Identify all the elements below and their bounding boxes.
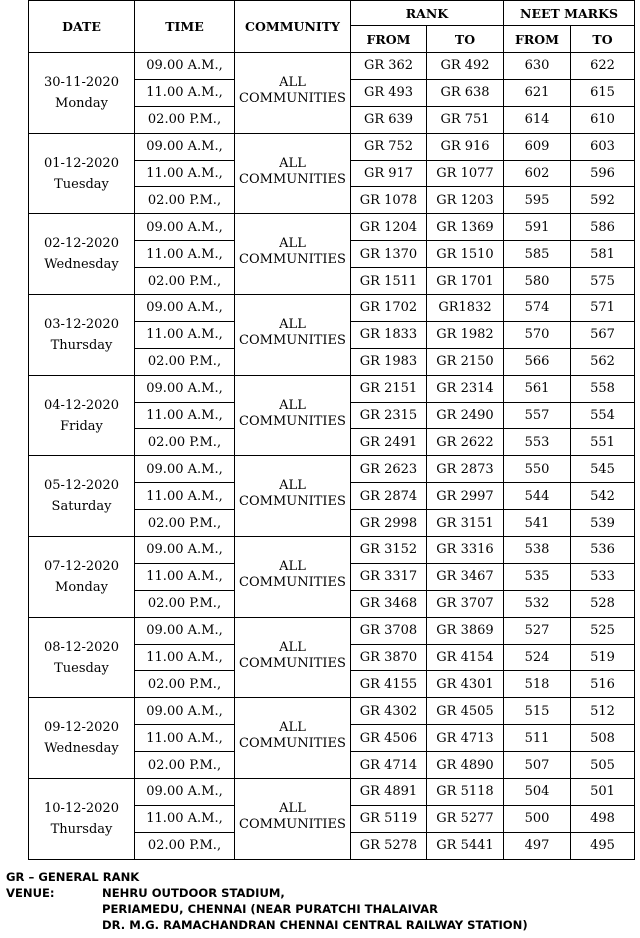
rank-from-cell: GR 1370: [351, 241, 427, 268]
marks-to-cell: 581: [571, 241, 635, 268]
time-cell: 11.00 A.M.,: [135, 563, 235, 590]
marks-to-cell: 592: [571, 187, 635, 214]
marks-from-cell: 557: [504, 402, 571, 429]
rank-from-cell: GR 639: [351, 106, 427, 133]
marks-from-cell: 515: [504, 698, 571, 725]
community-cell: ALL COMMUNITIES: [235, 456, 351, 537]
time-cell: 09.00 A.M.,: [135, 214, 235, 241]
community-cell: ALL COMMUNITIES: [235, 779, 351, 860]
time-cell: 02.00 P.M.,: [135, 429, 235, 456]
header-rank-to: TO: [427, 26, 504, 53]
time-cell: 09.00 A.M.,: [135, 617, 235, 644]
time-cell: 11.00 A.M.,: [135, 321, 235, 348]
rank-to-cell: GR 3869: [427, 617, 504, 644]
marks-to-cell: 516: [571, 671, 635, 698]
marks-from-cell: 595: [504, 187, 571, 214]
rank-from-cell: GR 3870: [351, 644, 427, 671]
header-neet-marks: NEET MARKS: [504, 1, 635, 26]
marks-to-cell: 615: [571, 79, 635, 106]
rank-to-cell: GR 1077: [427, 160, 504, 187]
day-value: Wednesday: [44, 257, 119, 273]
marks-to-cell: 501: [571, 779, 635, 806]
rank-from-cell: GR 3152: [351, 537, 427, 564]
marks-from-cell: 544: [504, 483, 571, 510]
date-value: 10-12-2020: [44, 800, 119, 816]
marks-from-cell: 570: [504, 321, 571, 348]
marks-to-cell: 508: [571, 725, 635, 752]
date-cell: [29, 456, 135, 537]
time-cell: 09.00 A.M.,: [135, 375, 235, 402]
day-value: Wednesday: [44, 741, 119, 757]
rank-from-cell: GR 1833: [351, 321, 427, 348]
time-cell: 09.00 A.M.,: [135, 456, 235, 483]
header-marks-to: TO: [571, 26, 635, 53]
rank-to-cell: GR 492: [427, 53, 504, 80]
marks-from-cell: 497: [504, 832, 571, 859]
marks-from-cell: 504: [504, 779, 571, 806]
marks-to-cell: 539: [571, 510, 635, 537]
schedule-body: [29, 53, 635, 860]
rank-from-cell: GR 2151: [351, 375, 427, 402]
community-cell: ALL COMMUNITIES: [235, 53, 351, 134]
rank-to-cell: GR 2997: [427, 483, 504, 510]
marks-from-cell: 580: [504, 268, 571, 295]
rank-to-cell: GR 3151: [427, 510, 504, 537]
marks-from-cell: 553: [504, 429, 571, 456]
rank-to-cell: GR 1369: [427, 214, 504, 241]
day-value: Monday: [55, 579, 108, 595]
date-value: 07-12-2020: [44, 558, 119, 574]
marks-to-cell: 536: [571, 537, 635, 564]
time-cell: 11.00 A.M.,: [135, 483, 235, 510]
time-cell: 02.00 P.M.,: [135, 671, 235, 698]
date-cell: [29, 295, 135, 376]
date-cell: [29, 375, 135, 456]
rank-from-cell: GR 5119: [351, 805, 427, 832]
time-cell: 02.00 P.M.,: [135, 268, 235, 295]
time-cell: 11.00 A.M.,: [135, 805, 235, 832]
rank-to-cell: GR 4505: [427, 698, 504, 725]
rank-to-cell: GR 2150: [427, 348, 504, 375]
rank-to-cell: GR 5118: [427, 779, 504, 806]
rank-to-cell: GR 5277: [427, 805, 504, 832]
rank-to-cell: GR 2314: [427, 375, 504, 402]
marks-to-cell: 551: [571, 429, 635, 456]
marks-from-cell: 561: [504, 375, 571, 402]
time-cell: 11.00 A.M.,: [135, 644, 235, 671]
rank-from-cell: GR 4714: [351, 752, 427, 779]
marks-from-cell: 566: [504, 348, 571, 375]
date-value: 02-12-2020: [44, 236, 119, 252]
rank-to-cell: GR 2873: [427, 456, 504, 483]
rank-to-cell: GR1832: [427, 295, 504, 322]
community-cell: ALL COMMUNITIES: [235, 617, 351, 698]
rank-from-cell: GR 362: [351, 53, 427, 80]
marks-from-cell: 500: [504, 805, 571, 832]
rank-from-cell: GR 5278: [351, 832, 427, 859]
rank-from-cell: GR 1204: [351, 214, 427, 241]
marks-to-cell: 505: [571, 752, 635, 779]
table-row: [29, 53, 635, 80]
day-value: Saturday: [51, 499, 112, 515]
marks-to-cell: 567: [571, 321, 635, 348]
table-row: [29, 779, 635, 806]
time-cell: 09.00 A.M.,: [135, 537, 235, 564]
marks-from-cell: 591: [504, 214, 571, 241]
time-cell: 02.00 P.M.,: [135, 590, 235, 617]
rank-from-cell: GR 3468: [351, 590, 427, 617]
table-row: [29, 133, 635, 160]
table-row: [29, 698, 635, 725]
venue-line-2: PERIAMEDU, CHENNAI (NEAR PURATCHI THALAIVAR: [102, 902, 439, 916]
rank-from-cell: GR 3317: [351, 563, 427, 590]
time-cell: 09.00 A.M.,: [135, 133, 235, 160]
community-cell: ALL COMMUNITIES: [235, 214, 351, 295]
rank-to-cell: GR 638: [427, 79, 504, 106]
community-cell: ALL COMMUNITIES: [235, 133, 351, 214]
date-cell: [29, 133, 135, 214]
rank-from-cell: GR 4155: [351, 671, 427, 698]
marks-to-cell: 525: [571, 617, 635, 644]
rank-from-cell: GR 4891: [351, 779, 427, 806]
date-cell: [29, 53, 135, 134]
date-cell: [29, 214, 135, 295]
time-cell: 09.00 A.M.,: [135, 698, 235, 725]
day-value: Thursday: [50, 337, 113, 353]
time-cell: 02.00 P.M.,: [135, 832, 235, 859]
rank-to-cell: GR 916: [427, 133, 504, 160]
rank-to-cell: GR 3316: [427, 537, 504, 564]
date-value: 09-12-2020: [44, 720, 119, 736]
marks-to-cell: 533: [571, 563, 635, 590]
marks-to-cell: 558: [571, 375, 635, 402]
marks-from-cell: 507: [504, 752, 571, 779]
rank-from-cell: GR 1983: [351, 348, 427, 375]
date-value: 04-12-2020: [44, 397, 119, 413]
header-time: TIME: [135, 1, 235, 53]
marks-from-cell: 574: [504, 295, 571, 322]
rank-to-cell: GR 3707: [427, 590, 504, 617]
marks-from-cell: 614: [504, 106, 571, 133]
table-row: [29, 375, 635, 402]
marks-from-cell: 518: [504, 671, 571, 698]
marks-to-cell: 586: [571, 214, 635, 241]
day-value: Thursday: [50, 821, 113, 837]
marks-from-cell: 527: [504, 617, 571, 644]
marks-to-cell: 575: [571, 268, 635, 295]
marks-to-cell: 498: [571, 805, 635, 832]
marks-from-cell: 535: [504, 563, 571, 590]
rank-to-cell: GR 4713: [427, 725, 504, 752]
rank-from-cell: GR 752: [351, 133, 427, 160]
date-value: 05-12-2020: [44, 478, 119, 494]
rank-from-cell: GR 4506: [351, 725, 427, 752]
marks-from-cell: 532: [504, 590, 571, 617]
marks-from-cell: 621: [504, 79, 571, 106]
rank-from-cell: GR 1511: [351, 268, 427, 295]
rank-to-cell: GR 4154: [427, 644, 504, 671]
marks-from-cell: 602: [504, 160, 571, 187]
time-cell: 11.00 A.M.,: [135, 160, 235, 187]
date-value: 30-11-2020: [44, 74, 119, 90]
marks-from-cell: 585: [504, 241, 571, 268]
rank-to-cell: GR 4301: [427, 671, 504, 698]
rank-to-cell: GR 2490: [427, 402, 504, 429]
time-cell: 02.00 P.M.,: [135, 106, 235, 133]
header-community: COMMUNITY: [235, 1, 351, 53]
rank-to-cell: GR 3467: [427, 563, 504, 590]
marks-to-cell: 554: [571, 402, 635, 429]
date-value: 08-12-2020: [44, 639, 119, 655]
marks-from-cell: 541: [504, 510, 571, 537]
rank-from-cell: GR 917: [351, 160, 427, 187]
marks-to-cell: 571: [571, 295, 635, 322]
time-cell: 02.00 P.M.,: [135, 752, 235, 779]
gr-legend: GR – GENERAL RANK: [6, 870, 140, 884]
marks-to-cell: 596: [571, 160, 635, 187]
marks-from-cell: 609: [504, 133, 571, 160]
rank-from-cell: GR 1702: [351, 295, 427, 322]
rank-from-cell: GR 493: [351, 79, 427, 106]
time-cell: 02.00 P.M.,: [135, 348, 235, 375]
day-value: Tuesday: [54, 660, 109, 676]
time-cell: 02.00 P.M.,: [135, 187, 235, 214]
header-date: DATE: [29, 1, 135, 53]
rank-from-cell: GR 2874: [351, 483, 427, 510]
marks-to-cell: 622: [571, 53, 635, 80]
day-value: Friday: [60, 418, 103, 434]
rank-from-cell: GR 1078: [351, 187, 427, 214]
marks-from-cell: 538: [504, 537, 571, 564]
date-value: 03-12-2020: [44, 316, 119, 332]
rank-from-cell: GR 2491: [351, 429, 427, 456]
marks-to-cell: 603: [571, 133, 635, 160]
marks-from-cell: 550: [504, 456, 571, 483]
rank-to-cell: GR 2622: [427, 429, 504, 456]
time-cell: 09.00 A.M.,: [135, 779, 235, 806]
table-row: [29, 537, 635, 564]
table-row: [29, 295, 635, 322]
rank-to-cell: GR 4890: [427, 752, 504, 779]
rank-from-cell: GR 3708: [351, 617, 427, 644]
header-marks-from: FROM: [504, 26, 571, 53]
marks-to-cell: 512: [571, 698, 635, 725]
date-cell: [29, 698, 135, 779]
time-cell: 09.00 A.M.,: [135, 295, 235, 322]
date-cell: [29, 779, 135, 860]
marks-to-cell: 542: [571, 483, 635, 510]
rank-to-cell: GR 1203: [427, 187, 504, 214]
footer-notes: [6, 869, 528, 933]
rank-from-cell: GR 2623: [351, 456, 427, 483]
time-cell: 11.00 A.M.,: [135, 725, 235, 752]
date-value: 01-12-2020: [44, 155, 119, 171]
venue-text-1: NEHRU OUTDOOR STADIUM,: [102, 886, 285, 900]
marks-from-cell: 524: [504, 644, 571, 671]
day-value: Monday: [55, 95, 108, 111]
rank-to-cell: GR 751: [427, 106, 504, 133]
marks-to-cell: 610: [571, 106, 635, 133]
date-cell: [29, 617, 135, 698]
marks-to-cell: 495: [571, 832, 635, 859]
rank-to-cell: GR 1982: [427, 321, 504, 348]
time-cell: 11.00 A.M.,: [135, 79, 235, 106]
header-rank: RANK: [351, 1, 504, 26]
marks-to-cell: 545: [571, 456, 635, 483]
rank-from-cell: GR 4302: [351, 698, 427, 725]
time-cell: 09.00 A.M.,: [135, 53, 235, 80]
venue-label: VENUE:: [6, 886, 55, 900]
community-cell: ALL COMMUNITIES: [235, 295, 351, 376]
marks-from-cell: 630: [504, 53, 571, 80]
header-rank-from: FROM: [351, 26, 427, 53]
table-row: [29, 617, 635, 644]
table-row: [29, 214, 635, 241]
venue-line-3: DR. M.G. RAMACHANDRAN CHENNAI CENTRAL RAILWAY STATION): [102, 918, 528, 932]
community-cell: ALL COMMUNITIES: [235, 537, 351, 618]
rank-to-cell: GR 5441: [427, 832, 504, 859]
rank-to-cell: GR 1701: [427, 268, 504, 295]
time-cell: 11.00 A.M.,: [135, 402, 235, 429]
rank-to-cell: GR 1510: [427, 241, 504, 268]
community-cell: ALL COMMUNITIES: [235, 698, 351, 779]
marks-to-cell: 519: [571, 644, 635, 671]
marks-to-cell: 562: [571, 348, 635, 375]
counselling-schedule-table: [28, 0, 635, 860]
rank-from-cell: GR 2998: [351, 510, 427, 537]
time-cell: 11.00 A.M.,: [135, 241, 235, 268]
rank-from-cell: GR 2315: [351, 402, 427, 429]
table-row: [29, 456, 635, 483]
date-cell: [29, 537, 135, 618]
day-value: Tuesday: [54, 176, 109, 192]
marks-from-cell: 511: [504, 725, 571, 752]
marks-to-cell: 528: [571, 590, 635, 617]
venue-line-1: [6, 885, 528, 901]
community-cell: ALL COMMUNITIES: [235, 375, 351, 456]
time-cell: 02.00 P.M.,: [135, 510, 235, 537]
